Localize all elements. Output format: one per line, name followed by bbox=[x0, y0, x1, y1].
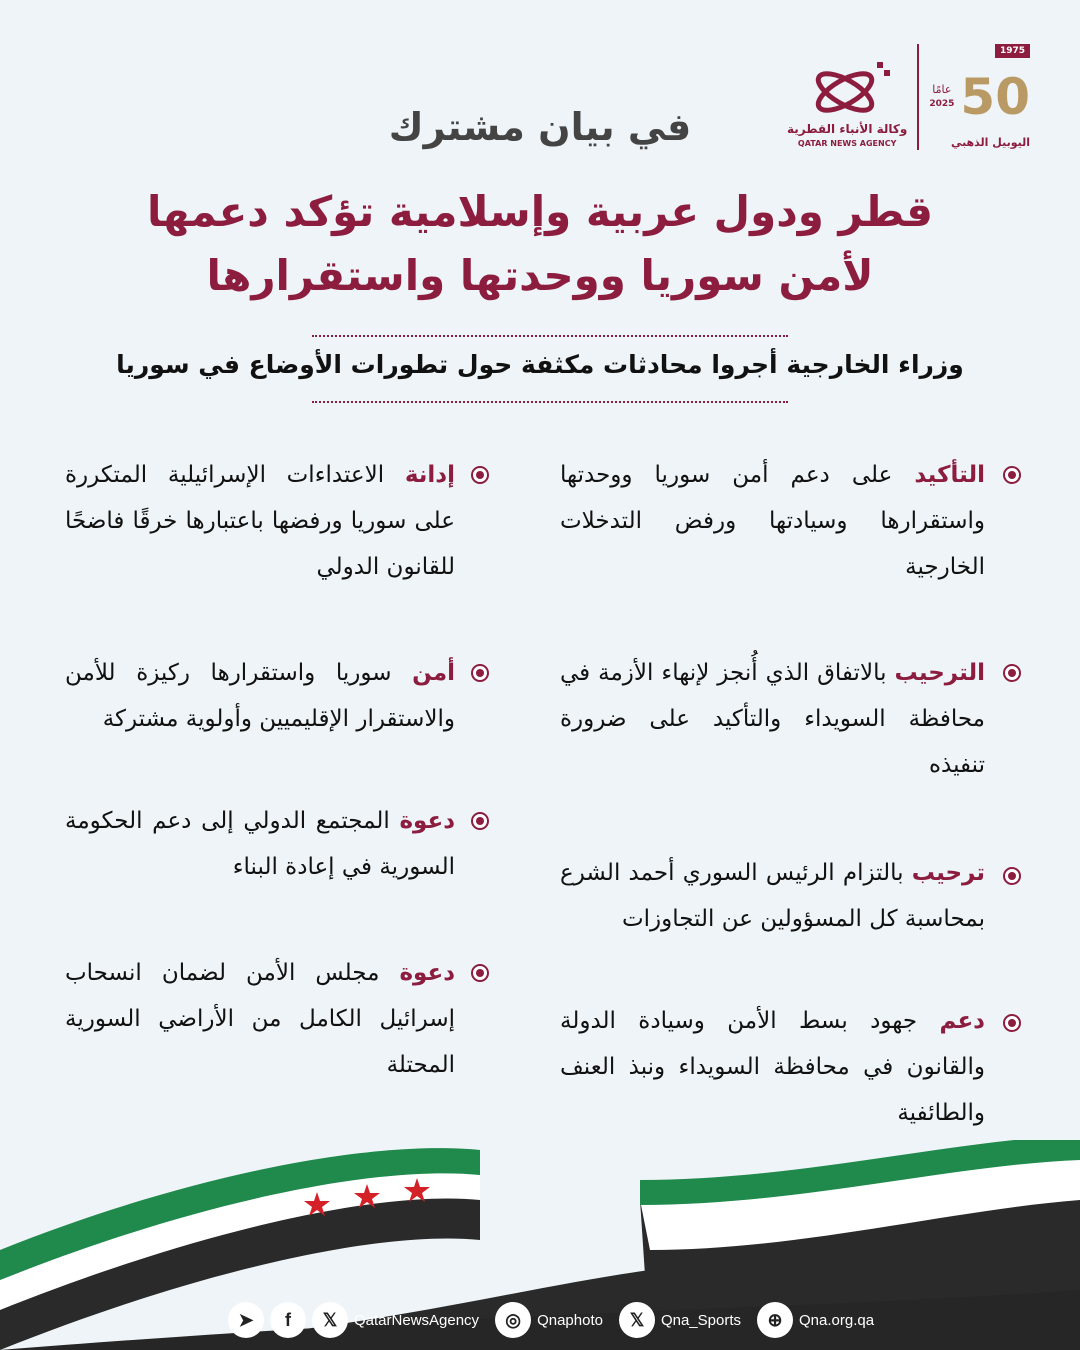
point-text: على دعم أمن سوريا ووحدتها واستقرارها وسيادتها ورفض التدخلات الخارجية bbox=[560, 462, 985, 580]
point-lead: دعم bbox=[939, 1008, 985, 1034]
kicker: في بيان مشترك bbox=[388, 105, 692, 149]
point-lead: أمن bbox=[412, 660, 455, 686]
point-text: جهود بسط الأمن وسيادة الدولة والقانون في محافظة السويداء ونبذ العنف والطائفية bbox=[560, 1008, 985, 1126]
point-lead: الترحيب bbox=[894, 660, 985, 686]
agency-name-ar: وكالة الأنباء القطرية bbox=[786, 122, 908, 136]
point-lead: ترحيب bbox=[911, 860, 985, 886]
point-lead: دعوة bbox=[399, 960, 455, 986]
agency-name-en: QATAR NEWS AGENCY bbox=[797, 139, 897, 148]
bullet-icon bbox=[471, 664, 489, 682]
point-text: سوريا واستقرارها ركيزة للأمن والاستقرار الإقليميين وأولوية مشتركة bbox=[65, 660, 455, 732]
point-lead: إدانة bbox=[404, 462, 455, 488]
bullet-icon bbox=[471, 466, 489, 484]
subheadline: وزراء الخارجية أجروا محادثات مكثفة حول تطورات الأوضاع في سوريا bbox=[116, 350, 964, 379]
headline-line-2: لأمن سوريا ووحدتها واستقرارها bbox=[206, 251, 874, 300]
bullet-icon bbox=[471, 964, 489, 982]
bullet-icon bbox=[1003, 466, 1021, 484]
golden-jubilee: اليوبيل الذهبي bbox=[950, 136, 1030, 149]
website-link[interactable]: Qna.org.qa bbox=[799, 1311, 875, 1329]
point-left-1 bbox=[65, 452, 455, 590]
point-lead: التأكيد bbox=[914, 462, 985, 488]
headline bbox=[0, 180, 1080, 308]
divider-top bbox=[312, 335, 788, 337]
point-text: بالتزام الرئيس السوري أحمد الشرع بمحاسبة كل المسؤولين عن التجاوزات bbox=[560, 860, 985, 932]
point-right-1 bbox=[560, 452, 985, 590]
bullet-icon bbox=[471, 812, 489, 830]
point-left-3 bbox=[65, 798, 455, 890]
telegram-icon[interactable]: ➤ bbox=[228, 1302, 264, 1338]
globe-icon[interactable]: ⊕ bbox=[757, 1302, 793, 1338]
instagram-icon[interactable]: ◎ bbox=[495, 1302, 531, 1338]
x-icon[interactable]: 𝕏 bbox=[619, 1302, 655, 1338]
point-right-4 bbox=[560, 998, 985, 1136]
point-text: المجتمع الدولي إلى دعم الحكومة السورية في إعادة البناء bbox=[65, 808, 455, 880]
point-text: الاعتداءات الإسرائيلية المتكررة على سوريا ورفضها باعتبارها خرقًا فاضحًا للقانون الدولي bbox=[65, 462, 455, 580]
point-left-4 bbox=[65, 950, 455, 1088]
fifty-number: 50 bbox=[960, 68, 1030, 126]
social-footer bbox=[228, 1302, 874, 1338]
years-label: عامًا bbox=[932, 83, 952, 96]
bullet-icon bbox=[1003, 867, 1021, 885]
year-start: 1975 bbox=[995, 44, 1030, 58]
point-left-2 bbox=[65, 650, 455, 742]
point-right-2 bbox=[560, 650, 985, 788]
handle-qna-sports[interactable]: Qna_Sports bbox=[660, 1311, 741, 1329]
point-text: مجلس الأمن لضمان انسحاب إسرائيل الكامل من الأراضي السورية المحتلة bbox=[65, 960, 455, 1078]
year-end: 2025 bbox=[929, 99, 955, 109]
headline-line-1: قطر ودول عربية وإسلامية تؤكد دعمها bbox=[146, 187, 934, 236]
facebook-icon[interactable]: f bbox=[270, 1302, 306, 1338]
handle-qnaphoto[interactable]: Qnaphoto bbox=[537, 1311, 603, 1329]
handle-qatarnewsagency[interactable]: QatarNewsAgency bbox=[354, 1311, 480, 1329]
bullet-icon bbox=[1003, 1014, 1021, 1032]
bullet-icon bbox=[1003, 664, 1021, 682]
divider-bottom bbox=[312, 401, 788, 403]
point-text: بالاتفاق الذي أُنجز لإنهاء الأزمة في محافظة السويداء والتأكيد على ضرورة تنفيذه bbox=[560, 660, 985, 778]
x-icon[interactable]: 𝕏 bbox=[312, 1302, 348, 1338]
point-right-3 bbox=[560, 850, 985, 942]
point-lead: دعوة bbox=[399, 808, 455, 834]
